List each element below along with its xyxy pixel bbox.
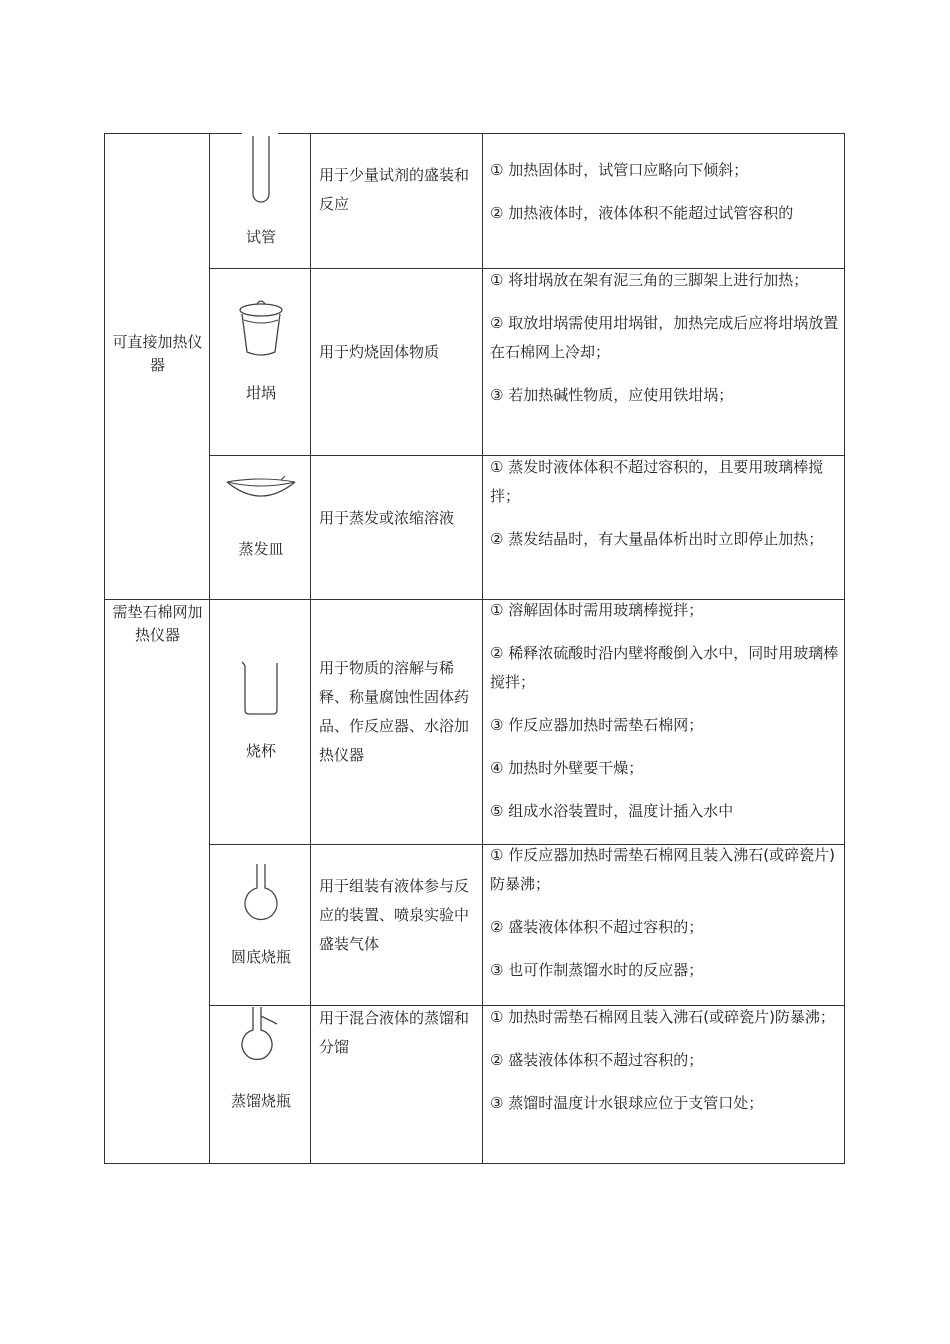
- test-tube-icon: [211, 134, 311, 208]
- apparatus-notes: [490, 596, 840, 840]
- apparatus-name: 试管: [245, 228, 276, 246]
- note-item: ① 将坩埚放在架有泥三角的三脚架上进行加热；: [490, 271, 809, 289]
- apparatus-notes: [490, 841, 840, 999]
- note-item: ① 加热时需垫石棉网且装入沸石(或碎瓷片)防暴沸；: [490, 1008, 835, 1026]
- apparatus-notes: [490, 453, 840, 568]
- category-asbestos-net-heating: 需垫石棉网加热仪器: [112, 603, 203, 644]
- category-direct-heating: 可直接加热仪器: [112, 333, 203, 374]
- note-item: ③ 若加热碱性物质，应使用铁坩埚；: [490, 386, 734, 404]
- crucible-icon: [211, 298, 311, 360]
- apparatus-name: 蒸发皿: [238, 540, 284, 558]
- column-divider: [209, 134, 210, 1163]
- note-item: ② 加热液体时，液体体积不能超过试管容积的: [490, 204, 794, 222]
- apparatus-name: 圆底烧瓶: [230, 948, 291, 966]
- note-item: ② 盛装液体体积不超过容积的；: [490, 918, 704, 936]
- round-bottom-flask-icon: [211, 862, 311, 924]
- note-item: ① 加热固体时，试管口应略向下倾斜；: [490, 161, 749, 179]
- beaker-icon: [211, 660, 311, 718]
- note-item: ① 溶解固体时需用玻璃棒搅拌；: [490, 601, 704, 619]
- note-item: ② 取放坩埚需使用坩埚钳，加热完成后应将坩埚放置在石棉网上冷却；: [490, 314, 839, 361]
- note-item: ⑤ 组成水浴装置时，温度计插入水中: [490, 802, 734, 820]
- note-item: ① 作反应器加热时需垫石棉网且装入沸石(或碎瓷片)防暴沸；: [490, 846, 835, 893]
- note-item: ③ 作反应器加热时需垫石棉网；: [490, 716, 704, 734]
- apparatus-name: 蒸馏烧瓶: [230, 1092, 291, 1110]
- note-item: ② 稀释浓硫酸时沿内壁将酸倒入水中，同时用玻璃棒搅拌；: [490, 644, 839, 691]
- apparatus-use: 用于灼烧固体物质: [319, 343, 440, 361]
- apparatus-notes: [490, 266, 840, 424]
- note-item: ② 蒸发结晶时，有大量晶体析出时立即停止加热；: [490, 530, 824, 548]
- apparatus-use: 用于少量试剂的盛装和反应: [319, 166, 470, 213]
- apparatus-use: 用于混合液体的蒸馏和分馏: [319, 1009, 470, 1056]
- apparatus-name: 坩埚: [245, 384, 276, 402]
- note-item: ③ 蒸馏时温度计水银球应位于支管口处；: [490, 1094, 764, 1112]
- apparatus-use: 用于蒸发或浓缩溶液: [319, 509, 455, 527]
- note-item: ④ 加热时外壁要干燥；: [490, 759, 644, 777]
- apparatus-use: 用于组装有液体参与反应的装置、喷泉实验中盛装气体: [319, 877, 470, 953]
- apparatus-name: 烧杯: [245, 742, 276, 760]
- evaporating-dish-icon: [211, 474, 311, 508]
- note-item: ① 蒸发时液体体积不超过容积的，且要用玻璃棒搅拌；: [490, 458, 824, 505]
- note-item: ③ 也可作制蒸馏水时的反应器；: [490, 961, 704, 979]
- note-item: ② 盛装液体体积不超过容积的；: [490, 1051, 704, 1069]
- apparatus-notes: [490, 1003, 840, 1132]
- apparatus-table: [104, 133, 845, 1164]
- column-divider: [482, 134, 483, 1163]
- apparatus-notes: [490, 156, 840, 242]
- apparatus-use: 用于物质的溶解与稀释、称量腐蚀性固体药品、作反应器、水浴加热仪器: [319, 659, 470, 764]
- distilling-flask-icon: [211, 1006, 311, 1066]
